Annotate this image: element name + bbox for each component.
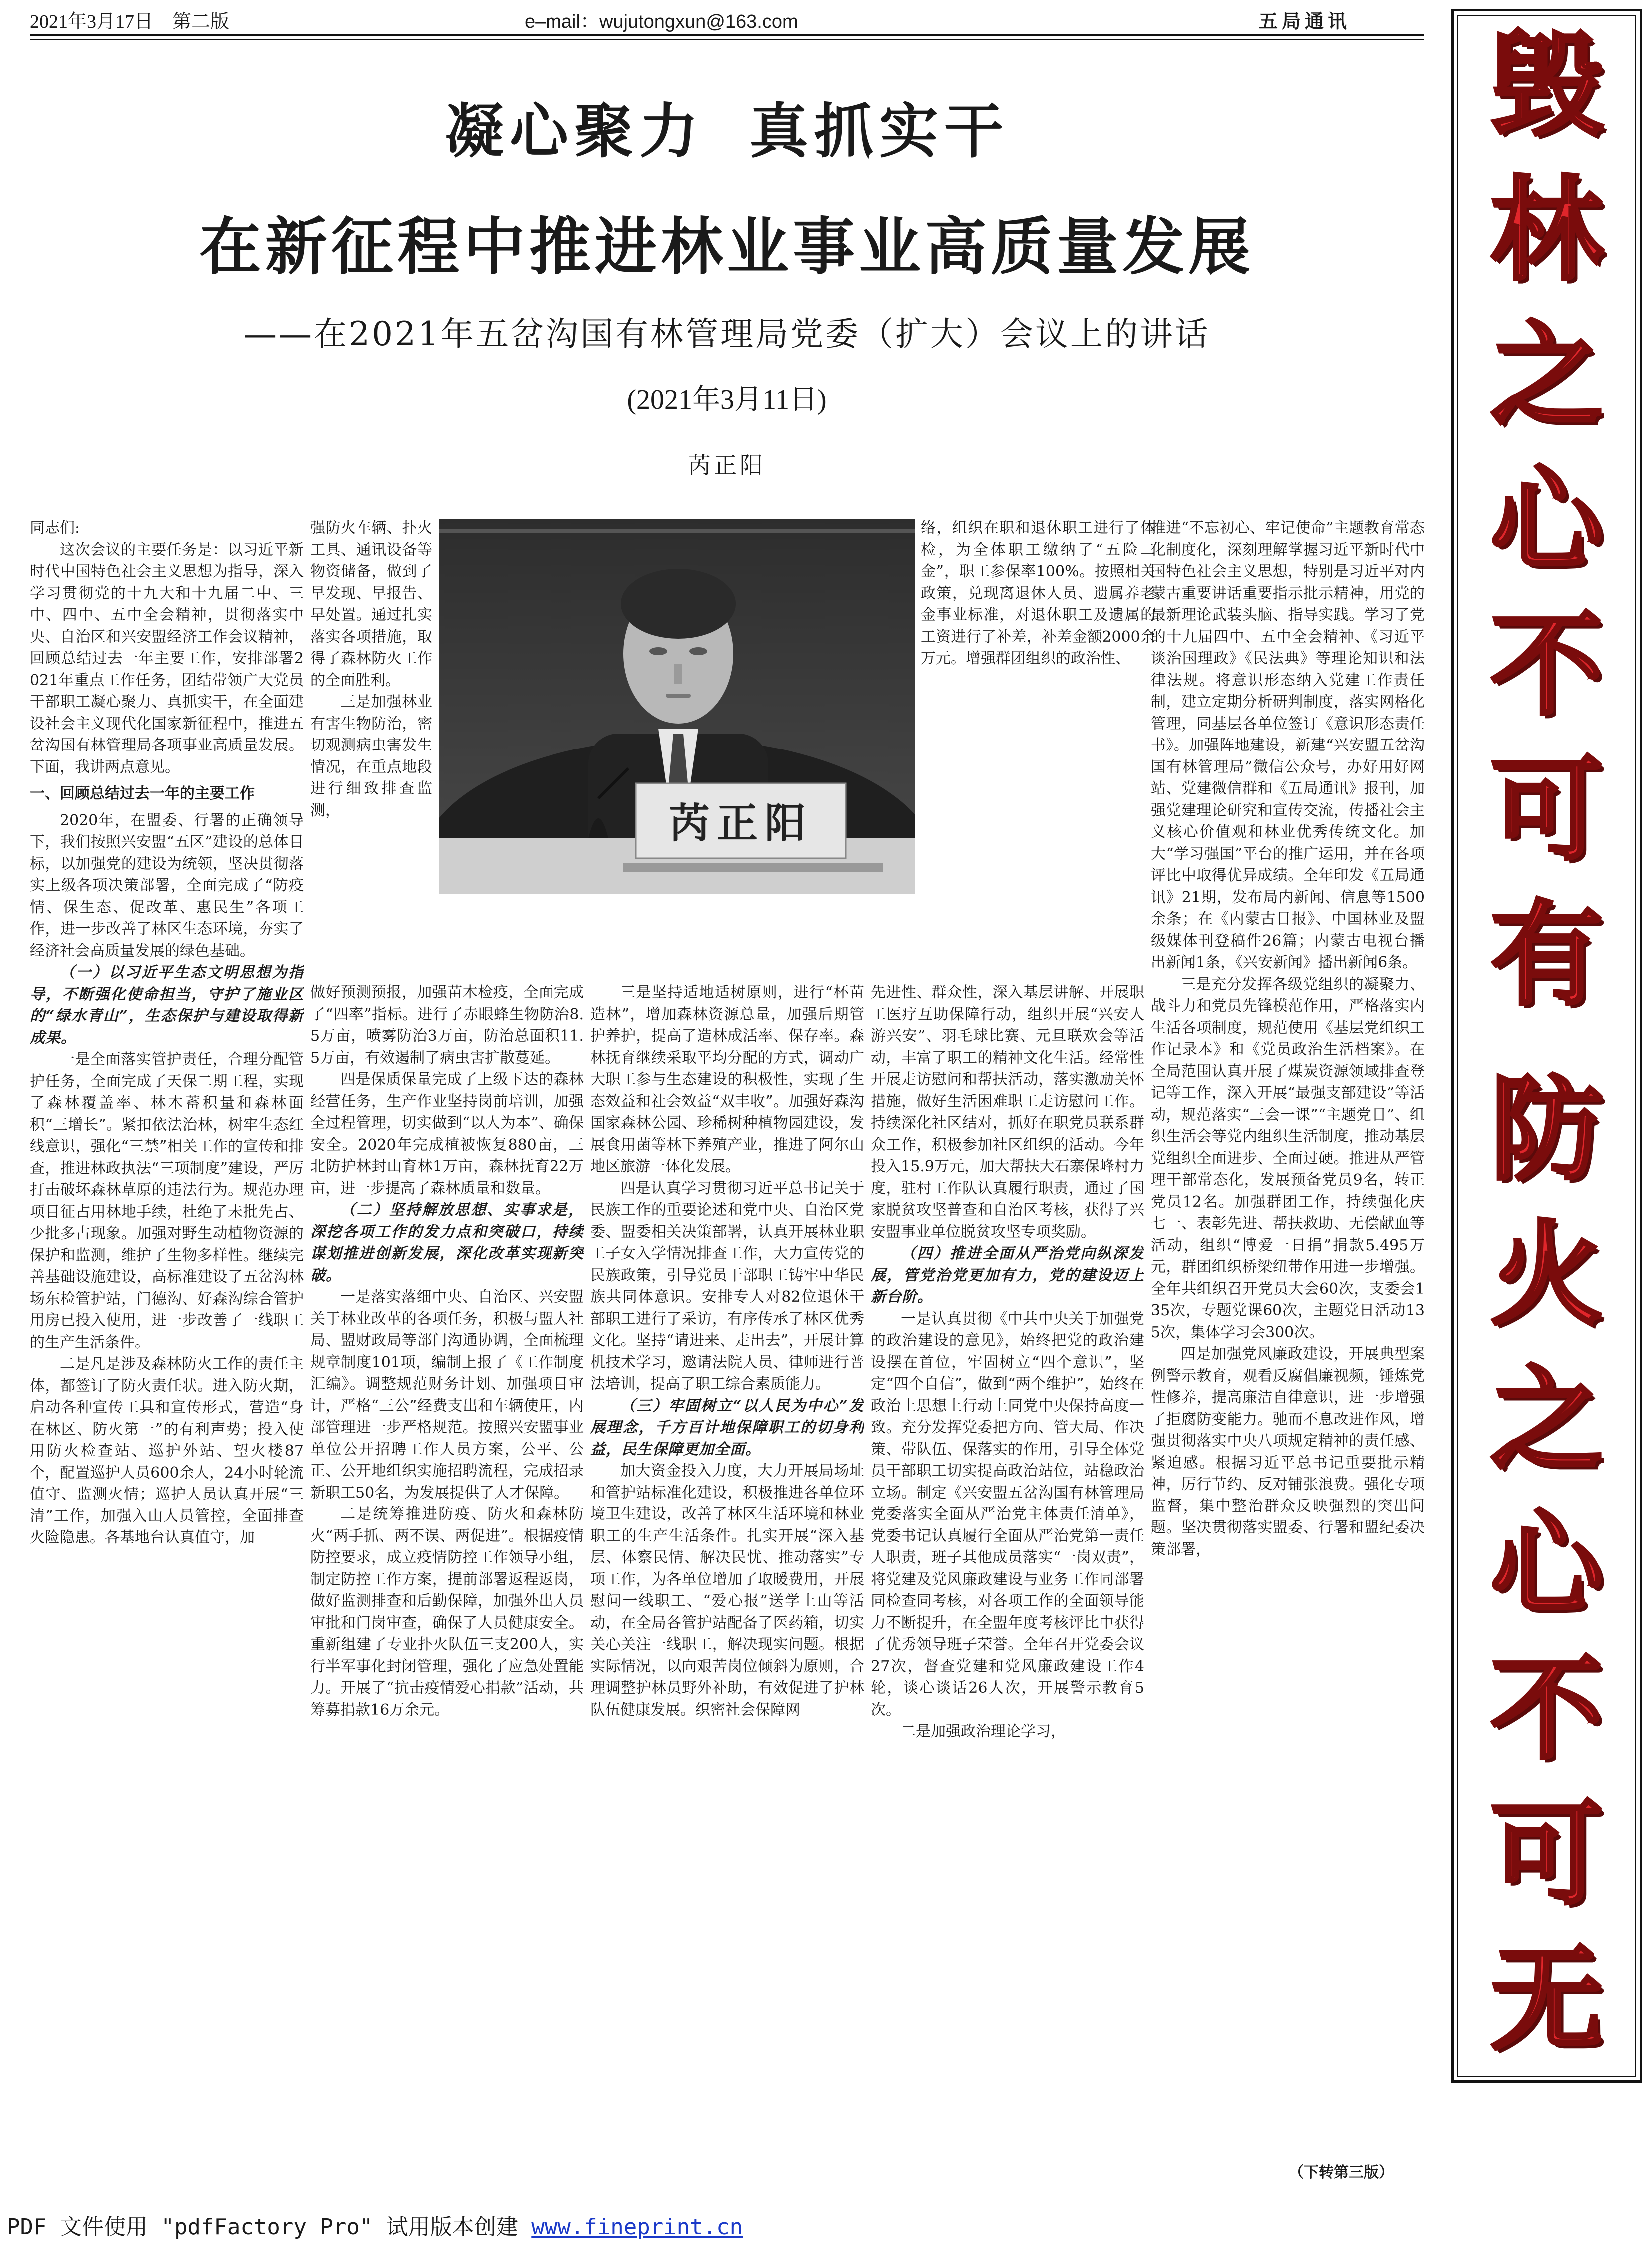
c5-paragraph: 四是加强党风廉政建设，开展典型案例警示教育，观看反腐倡廉视频，锤炼党性修养，提高廉洁自律意识，进一步增强了拒腐防变能力。驰而不息改进作风，增强贯彻落实中央八项规定精神的责任感、紧迫感。根据习近平总书记重要批示精神，厉行节约、反对铺张浪费。强化专项监督，集中整治群众反映强烈的突出问题。坚决贯彻落实盟委、行署和盟纪委决策部署， bbox=[1151, 1345, 1425, 1558]
slogan-char: 可 bbox=[1490, 745, 1603, 876]
pdf-footer bbox=[7, 2209, 743, 2241]
header-date-edition: 2021年3月17日 第二版 bbox=[30, 11, 230, 32]
slogan-char: 有 bbox=[1490, 890, 1603, 1021]
slogan-char: 无 bbox=[1490, 1934, 1603, 2065]
c2-paragraph: 四是保质保量完成了上级下达的森林经营任务，生产作业坚持岗前培训，加强全过程管理，切实做到“以人为本”、确保安全。2020年完成植被恢复880亩，三北防护林封山育林1万亩，森林抚育22万亩，进一步提高了森林质量和数量。 bbox=[310, 1071, 584, 1197]
header-email: e–mail：wujutongxun@163.com bbox=[525, 11, 798, 32]
c4-paragraph: 先进性、群众性，深入基层讲解、开展职工医疗互助保障行动，组织开展“兴安人游兴安”、羽毛球比赛、元旦联欢会等活动，丰富了职工的精神文化生活。经常性开展走访慰问和帮扶活动，落实激励关怀措施，做好生活困难职工走访慰问工作。持续深化社区结对，抓好在职党员联系群众工作，积极参加社区组织的活动。今年投入15.9万元，加大帮扶大石寨保峰村力度，驻村工作队认真履行职责，通过了国家脱贫攻坚普查和自治区考核，获得了兴安盟事业单位脱贫攻坚专项奖励。 bbox=[871, 984, 1144, 1241]
article-title-line1 bbox=[30, 84, 1424, 169]
c3-paragraph: （三）牢固树立“以人民为中心”发展理念，千方百计地保障职工的切身利益，民生保障更加全面。 bbox=[590, 1397, 864, 1458]
c1-paragraph: 二是凡是涉及森林防火工作的责任主体，都签订了防火责任状。进入防火期，启动各种宣传工具和宣传形式，营造“身在林区、防火第一”的有利声势；投入使用防火检查站、巡护外站、望火楼87个，配置巡护人员600余人，24小时轮流值守、监测火情；巡护人员认真开展“三清”工作，加强入山人员管控，全面排查火险隐患。各基地台认真值守，加 bbox=[30, 1355, 304, 1546]
c1-paragraph: 2020年，在盟委、行署的正确领导下，我们按照兴安盟“五区”建设的总体目标，以加强党的建设为统领，坚决贯彻落实上级各项决策部署，全面完成了“防疫情、保生态、促改革、惠民生”各项工作，进一步改善了林区生态环境，夯实了经济社会高质量发展的绿色基础。 bbox=[30, 811, 304, 960]
c1-paragraph: 同志们: bbox=[30, 519, 80, 537]
column-5 bbox=[1151, 517, 1425, 2161]
title-part2: 真抓实干 bbox=[749, 97, 1010, 166]
column-2 bbox=[310, 982, 584, 2186]
slogan-char: 之 bbox=[1490, 310, 1603, 441]
article-title-line2: 在新征程中推进林业事业高质量发展 bbox=[199, 211, 1254, 283]
column-4-top bbox=[921, 517, 1155, 982]
slogan-char: 心 bbox=[1490, 455, 1603, 586]
column-1 bbox=[30, 517, 304, 2186]
c5-paragraph: 三是充分发挥各级党组织的凝聚力、战斗力和党员先锋模范作用，严格落实内生活各项制度，规范使用《基层党组织工作记录本》和《党员政治生活档案》。在全局范围认真开展了煤炭资源领域排查登记等工作，深入开展“最强支部建设”等活动，规范落实“三会一课”“主题党日”、组织生活会等党内组织生活制度，推动基层党组织全面进步、全面过硬。推进从严管理干部常态化，发展预备党员9名，转正党员12名。加强群团工作，持续强化庆七一、表彰先进、帮扶救助、无偿献血等活动，组织“博爱一日捐”捐款5.495万元，群团组织桥梁纽带作用进一步增强。全年共组织召开党员大会60次，支委会135次，专题党课60次，主题党日活动135次，集体学习会300次。 bbox=[1151, 975, 1425, 1341]
column-3 bbox=[590, 982, 864, 2186]
slogan-char: 不 bbox=[1490, 1644, 1603, 1775]
header-paper-name: 五局通讯 bbox=[1259, 10, 1351, 32]
c1-paragraph: 这次会议的主要任务是：以习近平新时代中国特色社会主义思想为指导，深入学习贯彻党的十九大和十九届二中、三中、四中、五中全会精神，贯彻落实中央、自治区和兴安盟经济工作会议精神，回顾总结过去一年主要工作，安排部署2021年重点工作任务，团结带领广大党员干部职工凝心聚力、真抓实干，在全面建设社会主义现代化国家新征程中，推进五岔沟国有林管理局各项事业高质量发展。下面，我讲两点意见。 bbox=[30, 541, 304, 776]
header-rule-thin bbox=[30, 39, 1424, 40]
footer-link[interactable]: www.fineprint.cn bbox=[531, 2214, 743, 2240]
slogan-char: 火 bbox=[1490, 1210, 1603, 1341]
slogan-char: 不 bbox=[1490, 600, 1603, 731]
slogan-char: 防 bbox=[1490, 1065, 1603, 1196]
speaker-nameplate: 芮正阳 bbox=[668, 800, 813, 847]
c4top-paragraph: 络，组织在职和退休职工进行了体检，为全体职工缴纳了“五险二金”，职工参保率100%。按照相关政策，兑现离退休人员、遗属养老金事业标准，对退休职工及遗属的工资进行了补差，补差金额2000余万元。增强群团组织的政治性、 bbox=[921, 519, 1155, 667]
c2-paragraph: 做好预测预报，加强苗木检疫，全面完成了“四率”指标。进行了赤眼蜂生物防治8.5万亩，喷雾防治3万亩，防治总面积11.5万亩，有效遏制了病虫害扩散蔓延。 bbox=[310, 984, 584, 1067]
slogan-char: 可 bbox=[1490, 1789, 1603, 1920]
c1-paragraph: 一、回顾总结过去一年的主要工作 bbox=[30, 785, 255, 802]
slogan-char: 心 bbox=[1490, 1499, 1603, 1630]
column-4 bbox=[871, 982, 1144, 2186]
c1-paragraph: （一）以习近平生态文明思想为指导，不断强化使命担当，守护了施业区的“绿水青山”，生态保护与建设取得新成果。 bbox=[30, 964, 304, 1047]
c3-paragraph: 加大资金投入力度，大力开展局场址和管护站标准化建设，积极推进各单位环境卫生建设，改善了林区生活环境和林业职工的生产生活条件。扎实开展“深入基层、体察民情、解决民忧、推动落实”专项工作，为各单位增加了取暖费用，开展慰问一线职工、“爱心报”送学上山等活动，在全局各管护站配备了医药箱，切实关心关注一线职工，解决现实问题。根据实际情况，以向艰苦岗位倾斜为原则，合理调整护林员野外补助，有效促进了护林队伍健康发展。织密社会保障网 bbox=[590, 1462, 864, 1719]
continued-note: （下转第三版） bbox=[1289, 2164, 1394, 2181]
c2-paragraph: 一是落实落细中央、自治区、兴安盟关于林业改革的各项任务，积极与盟人社局、盟财政局等部门沟通协调，全面梳理规章制度101项，编制上报了《工作制度汇编》。调整规范财务计划、加强项目审计，严格“三公”经费支出和车辆使用，内部管理进一步严格规范。按照兴安盟事业单位公开招聘工作人员方案，公平、公正、公开地组织实施招聘流程，完成招录新职工50名，为发展提供了人才保障。 bbox=[310, 1288, 584, 1501]
article-author: 芮正阳 bbox=[688, 452, 766, 479]
c4-paragraph: 一是认真贯彻《中共中央关于加强党的政治建设的意见》，始终把党的政治建设摆在首位，牢固树立“四个意识”，坚定“四个自信”，做到“两个维护”，始终在政治上思想上行动上同党中央保持高度一致。充分发挥党委把方向、管大局、作决策、带队伍、保落实的作用，引导全体党员干部职工切实提高政治站位，站稳政治立场。制定《兴安盟五岔沟国有林管理局党委落实全面从严治党主体责任清单》，党委书记认真履行全面从严治党第一责任人职责，班子其他成员落实“一岗双责”，将党建及党风廉政建设与业务工作同部署同检查同考核，对各项工作的全面领导能力不断提升，在全盟年度考核评比中获得了优秀领导班子荣誉。全年召开党委会议27次，督查党建和党风廉政建设工作4轮，谈心谈话26人次，开展警示教育5次。 bbox=[871, 1310, 1144, 1719]
title-part1: 凝心聚力 bbox=[444, 97, 704, 166]
speaker-photo bbox=[439, 519, 915, 894]
article-date: (2021年3月11日) bbox=[627, 384, 827, 415]
c2top-paragraph: 强防火车辆、扑火工具、通讯设备等物资储备，做到了早发现、早报告、早处置。通过扎实落实各项措施，取得了森林防火工作的全面胜利。 bbox=[310, 519, 432, 689]
column-2-top bbox=[310, 517, 432, 982]
c2top-paragraph: 三是加强林业有害生物防治，密切观测病虫害发生情况，在重点地段进行细致排查监测， bbox=[310, 693, 432, 819]
slogan-char: 之 bbox=[1490, 1355, 1603, 1486]
c2-paragraph: 二是统筹推进防疫、防火和森林防火“两手抓、两不误、两促进”。根据疫情防控要求，成立疫情防控工作领导小组，制定防控工作方案，提前部署返程返岗，做好监测排查和后勤保障，加强外出人员审批和门岗审查，确保了人员健康安全。重新组建了专业扑火队伍三支200人，实行半军事化封闭管理，强化了应急处置能力。开展了“抗击疫情爱心捐款”活动，共筹募捐款16万余元。 bbox=[310, 1505, 584, 1719]
c1-paragraph: 一是全面落实管护责任，合理分配管护任务，全面完成了天保二期工程，实现了森林覆盖率、林木蓄积量和森林面积“三增长”。紧扣依法治林，树牢生态红线意识，强化“三禁”相关工作的宣传和排查，推进林政执法“三项制度”建设，严厉打击破坏森林草原的违法行为。规范办理项目征占用林地手续，杜绝了未批先占、少批多占现象。加强对野生动植物资源的保护和监测，维护了生物多样性。继续完善基础设施建设，高标准建设了五岔沟林场东检管护站，门德沟、好森沟综合管护用房已投入使用，进一步改善了一线职工的生产生活条件。 bbox=[30, 1051, 304, 1351]
article-subtitle: ——在2021年五岔沟国有林管理局党委（扩大）会议上的讲话 bbox=[244, 315, 1210, 353]
c4-paragraph: 二是加强政治理论学习， bbox=[901, 1723, 1066, 1740]
c3-paragraph: 三是坚持适地适树原则，进行“杯苗造林”，增加森林资源总量，加强后期管护养护，提高了造林成活率、保存率。森林抚育继续采取平均分配的方式，调动广大职工参与生态建设的积极性，实现了生态效益和社会效益“双丰收”。加强好森沟国家森林公园、珍稀树种植物园建设，发展食用菌等林下养殖产业，推进了阿尔山地区旅游一体化发展。 bbox=[590, 984, 864, 1175]
slogan-char: 林 bbox=[1490, 165, 1603, 296]
c4-paragraph: （四）推进全面从严治党向纵深发展，管党治党更加有力，党的建设迈上新台阶。 bbox=[871, 1245, 1144, 1306]
c5-paragraph: 推进“不忘初心、牢记使命”主题教育常态化制度化，深刻理解掌握习近平新时代中国特色社会主义思想，特别是习近平对内蒙古重要讲话重要指示批示精神，用党的最新理论武装头脑、指导实践。学习了党的十九届四中、五中全会精神、《习近平谈治国理政》《民法典》等理论知识和法律法规。将意识形态纳入党建工作责任制，建立定期分析研判制度，落实网格化管理，同基层各单位签订《意识形态责任书》。加强阵地建设，新建“兴安盟五岔沟国有林管理局”微信公众号，办好用好网站、党建微信群和《五局通讯》报刊，加强党建理论研究和宣传交流，传播社会主义核心价值观和林业优秀传统文化。加大“学习强国”平台的推广运用，并在各项评比中取得优异成绩。全年印发《五局通讯》21期，发布局内新闻、信息等1500余条；在《内蒙古日报》、中国林业及盟级媒体刊登稿件26篇；内蒙古电视台播出新闻1条，《兴安新闻》播出新闻6条。 bbox=[1151, 519, 1425, 971]
c3-paragraph: 四是认真学习贯彻习近平总书记关于民族工作的重要论述和党中央、自治区党委、盟委相关决策部署，认真开展林业职工子女入学情况排查工作，大力宣传党的民族政策，引导党员干部职工铸牢中华民族共同体意识。安排专人对82位退休干部职工进行了采访，有序传承了林区优秀文化。坚持“请进来、走出去”，开展计算机技术学习，邀请法院人员、律师进行普法培训，提高了职工综合素质能力。 bbox=[590, 1179, 864, 1393]
c2-paragraph: （二）坚持解放思想、实事求是，深挖各项工作的发力点和突破口，持续谋划推进创新发展，深化改革实现新突破。 bbox=[310, 1201, 584, 1284]
header-rule bbox=[30, 34, 1424, 36]
footer-text: PDF 文件使用 "pdfFactory Pro" 试用版本创建 bbox=[7, 2214, 532, 2240]
slogan-char: 毁 bbox=[1490, 20, 1603, 151]
